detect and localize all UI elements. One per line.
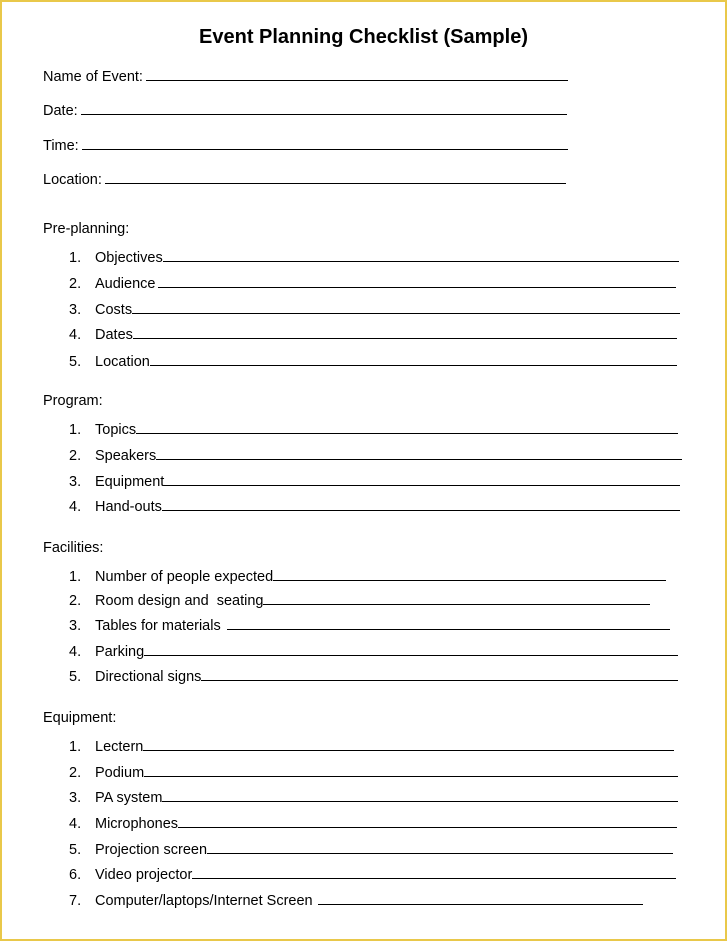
section-title-pre-planning: Pre-planning: [43, 221, 130, 237]
list-item[interactable] [69, 864, 676, 884]
item-label: Tables for materials [95, 618, 221, 634]
fill-line[interactable] [144, 641, 678, 656]
section-title-program: Program: [43, 393, 103, 409]
list-item[interactable] [69, 247, 679, 267]
item-number: 3. [69, 474, 82, 490]
item-number: 5. [69, 669, 82, 685]
list-item[interactable] [69, 351, 677, 371]
list-item[interactable] [69, 273, 676, 293]
fill-line[interactable] [162, 496, 680, 511]
item-label: Equipment [95, 474, 165, 490]
list-item[interactable] [69, 641, 678, 661]
item-label: Microphones [95, 816, 179, 832]
item-label: Podium [95, 765, 145, 781]
fill-line[interactable] [162, 787, 678, 802]
item-number: 4. [69, 816, 82, 832]
item-number: 4. [69, 327, 82, 343]
fill-line[interactable] [201, 666, 678, 681]
list-item[interactable] [69, 590, 650, 610]
item-number: 2. [69, 765, 82, 781]
fill-line[interactable] [164, 471, 680, 486]
list-item[interactable] [69, 736, 674, 756]
list-item[interactable] [69, 496, 680, 516]
item-label: PA system [95, 790, 163, 806]
section-title-facilities: Facilities: [43, 540, 104, 556]
item-label: Room design and seating [95, 593, 264, 609]
item-number: 2. [69, 276, 82, 292]
item-number: 4. [69, 499, 82, 515]
item-number: 1. [69, 569, 82, 585]
item-number: 6. [69, 867, 82, 883]
item-number: 2. [69, 448, 82, 464]
fill-line[interactable] [105, 169, 566, 184]
section-title-equipment: Equipment: [43, 710, 117, 726]
fill-line[interactable] [178, 813, 677, 828]
item-label: Hand-outs [95, 499, 162, 515]
fill-line[interactable] [156, 445, 682, 460]
fill-line[interactable] [207, 839, 673, 854]
item-number: 1. [69, 422, 82, 438]
fill-line[interactable] [82, 135, 568, 150]
item-number: 7. [69, 893, 82, 909]
fill-line[interactable] [132, 299, 680, 314]
item-label: Costs [95, 302, 133, 318]
item-number: 5. [69, 354, 82, 370]
list-item[interactable] [69, 762, 678, 782]
item-label: Number of people expected [95, 569, 274, 585]
item-number: 3. [69, 302, 82, 318]
fill-line[interactable] [318, 890, 643, 905]
page-title: Event Planning Checklist (Sample) [199, 26, 528, 48]
date-field[interactable] [43, 100, 567, 120]
list-item[interactable] [69, 419, 678, 439]
fill-line[interactable] [227, 615, 670, 630]
list-item[interactable] [69, 839, 673, 859]
item-number: 1. [69, 250, 82, 266]
item-label: Speakers [95, 448, 157, 464]
field-label: Location: [43, 172, 102, 188]
fill-line[interactable] [136, 419, 678, 434]
fill-line[interactable] [273, 566, 666, 581]
fill-line[interactable] [163, 247, 679, 262]
field-label: Time: [43, 138, 79, 154]
time-field[interactable] [43, 135, 568, 155]
fill-line[interactable] [263, 590, 650, 605]
list-item[interactable] [69, 615, 670, 635]
field-label: Date: [43, 103, 78, 119]
item-label: Audience [95, 276, 156, 292]
item-number: 3. [69, 790, 82, 806]
list-item[interactable] [69, 813, 677, 833]
fill-line[interactable] [150, 351, 677, 366]
list-item[interactable] [69, 299, 680, 319]
item-label: Projection screen [95, 842, 208, 858]
list-item[interactable] [69, 566, 666, 586]
fill-line[interactable] [158, 273, 676, 288]
list-item[interactable] [69, 324, 677, 344]
item-label: Objectives [95, 250, 163, 266]
item-label: Dates [95, 327, 133, 343]
fill-line[interactable] [81, 100, 567, 115]
field-label: Name of Event: [43, 69, 143, 85]
location-field[interactable] [43, 169, 566, 189]
name-of-event-field[interactable] [43, 66, 568, 86]
fill-line[interactable] [192, 864, 676, 879]
fill-line[interactable] [146, 66, 568, 81]
item-label: Parking [95, 644, 145, 660]
item-number: 5. [69, 842, 82, 858]
fill-line[interactable] [133, 324, 677, 339]
list-item[interactable] [69, 890, 643, 910]
list-item[interactable] [69, 445, 682, 465]
item-label: Video projector [95, 867, 193, 883]
item-label: Computer/laptops/Internet Screen [95, 893, 313, 909]
item-label: Location [95, 354, 150, 370]
item-label: Lectern [95, 739, 144, 755]
list-item[interactable] [69, 787, 678, 807]
item-number: 2. [69, 593, 82, 609]
item-number: 3. [69, 618, 82, 634]
fill-line[interactable] [144, 762, 678, 777]
item-label: Directional signs [95, 669, 202, 685]
fill-line[interactable] [143, 736, 674, 751]
item-number: 4. [69, 644, 82, 660]
list-item[interactable] [69, 471, 680, 491]
item-number: 1. [69, 739, 82, 755]
item-label: Topics [95, 422, 137, 438]
list-item[interactable] [69, 666, 678, 686]
